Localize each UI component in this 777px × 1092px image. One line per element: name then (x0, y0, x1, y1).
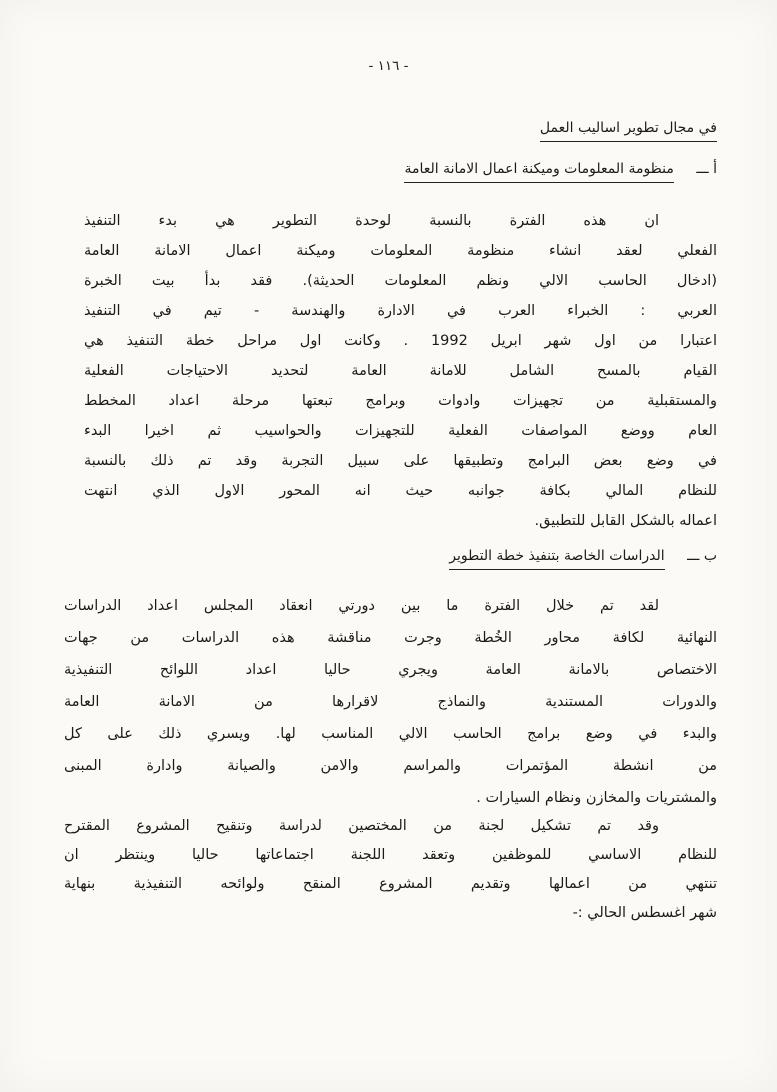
text-line: ان هذه الفترة بالنسبة لوحدة التطوير هي بدء التنفيذ (84, 213, 659, 229)
section-a-title: منظومة المعلومات وميكنة اعمال الامانة العامة (404, 161, 673, 183)
text-line: للنظام المالي بكافة جوانبه حيث انه المحور الاول الذي انتهت (84, 483, 717, 499)
text-line: القيام بالمسح الشامل للامانة العامة لتحديد الاحتياجات الفعلية (84, 363, 717, 379)
text-line: وقد تم تشكيل لجنة من المختصين لدراسة وتنقيح المشروع المقترح (64, 818, 659, 834)
text-line: للنظام الاساسي للموظفين وتعقد اللجنة اجتماعاتها حاليا وينتظر ان (64, 847, 717, 863)
text-line: العام ووضع المواصفات الفعلية للتجهيزات والحواسيب ثم اخيرا البدء (84, 423, 717, 439)
section-a-prefix: أ ـــ (696, 161, 717, 177)
text-line: والبدء في وضع برامج الحاسب الالي المناسب لها. ويسري ذلك على كل (64, 726, 717, 742)
paragraph-implementation-start (84, 206, 717, 536)
text-line: العربي : الخبراء العرب في الادارة والهندسة - تيم في التنفيذ (84, 303, 717, 319)
text-line: من انشطة المؤتمرات والمراسم والامن والصيانة وادارة المبنى (64, 758, 717, 774)
text-line: في وضع بعض البرامج وتطبيقها على سبيل التجربة وقد تم ذلك بالنسبة (84, 453, 717, 469)
text-line: تنتهي من اعمالها وتقديم المشروع المنقح ولوائحه التنفيذية بنهاية (64, 876, 717, 892)
text-line: الاختصاص بالامانة العامة ويجري حاليا اعداد اللوائح التنفيذية (64, 662, 717, 678)
section-b-prefix: ب ـــ (687, 548, 717, 564)
text-line: النهائية لكافة محاور الخُطة وجرت مناقشة هذه الدراسات من جهات (64, 630, 717, 646)
section-b-title: الدراسات الخاصة بتنفيذ خطة التطوير (449, 548, 664, 570)
paragraph-studies (64, 590, 717, 814)
main-heading (540, 120, 717, 142)
page-number: - ١١٦ - (368, 58, 409, 74)
text-line: شهر اغسطس الحالي :- (572, 905, 717, 921)
main-heading-text: في مجال تطوير اساليب العمل (540, 120, 717, 142)
text-line: اعتبارا من اول شهر ابريل 1992 . وكانت اول مراحل خطة التنفيذ هي (84, 333, 717, 349)
text-line: والدورات المستندية والنماذج لاقرارها من الامانة العامة (64, 694, 717, 710)
text-line: اعماله بالشكل القابل للتطبيق. (534, 513, 717, 529)
text-line: الفعلي لعقد انشاء منظومة المعلومات وميكنة اعمال الامانة العامة (84, 243, 717, 259)
text-line: لقد تم خلال الفترة ما بين دورتي انعقاد المجلس اعداد الدراسات (64, 598, 659, 614)
section-a-heading (404, 161, 717, 183)
text-line: والمشتريات والمخازن ونظام السيارات . (476, 790, 717, 806)
text-line: (ادخال الحاسب الالي ونظم المعلومات الحديثة). فقد بدأ بيت الخبرة (84, 273, 717, 289)
text-line: والمستقبلية من تجهيزات وادوات وبرامج تبعتها مرحلة اعداد المخطط (84, 393, 717, 409)
section-b-heading (449, 548, 717, 570)
paragraph-committee (64, 812, 717, 928)
